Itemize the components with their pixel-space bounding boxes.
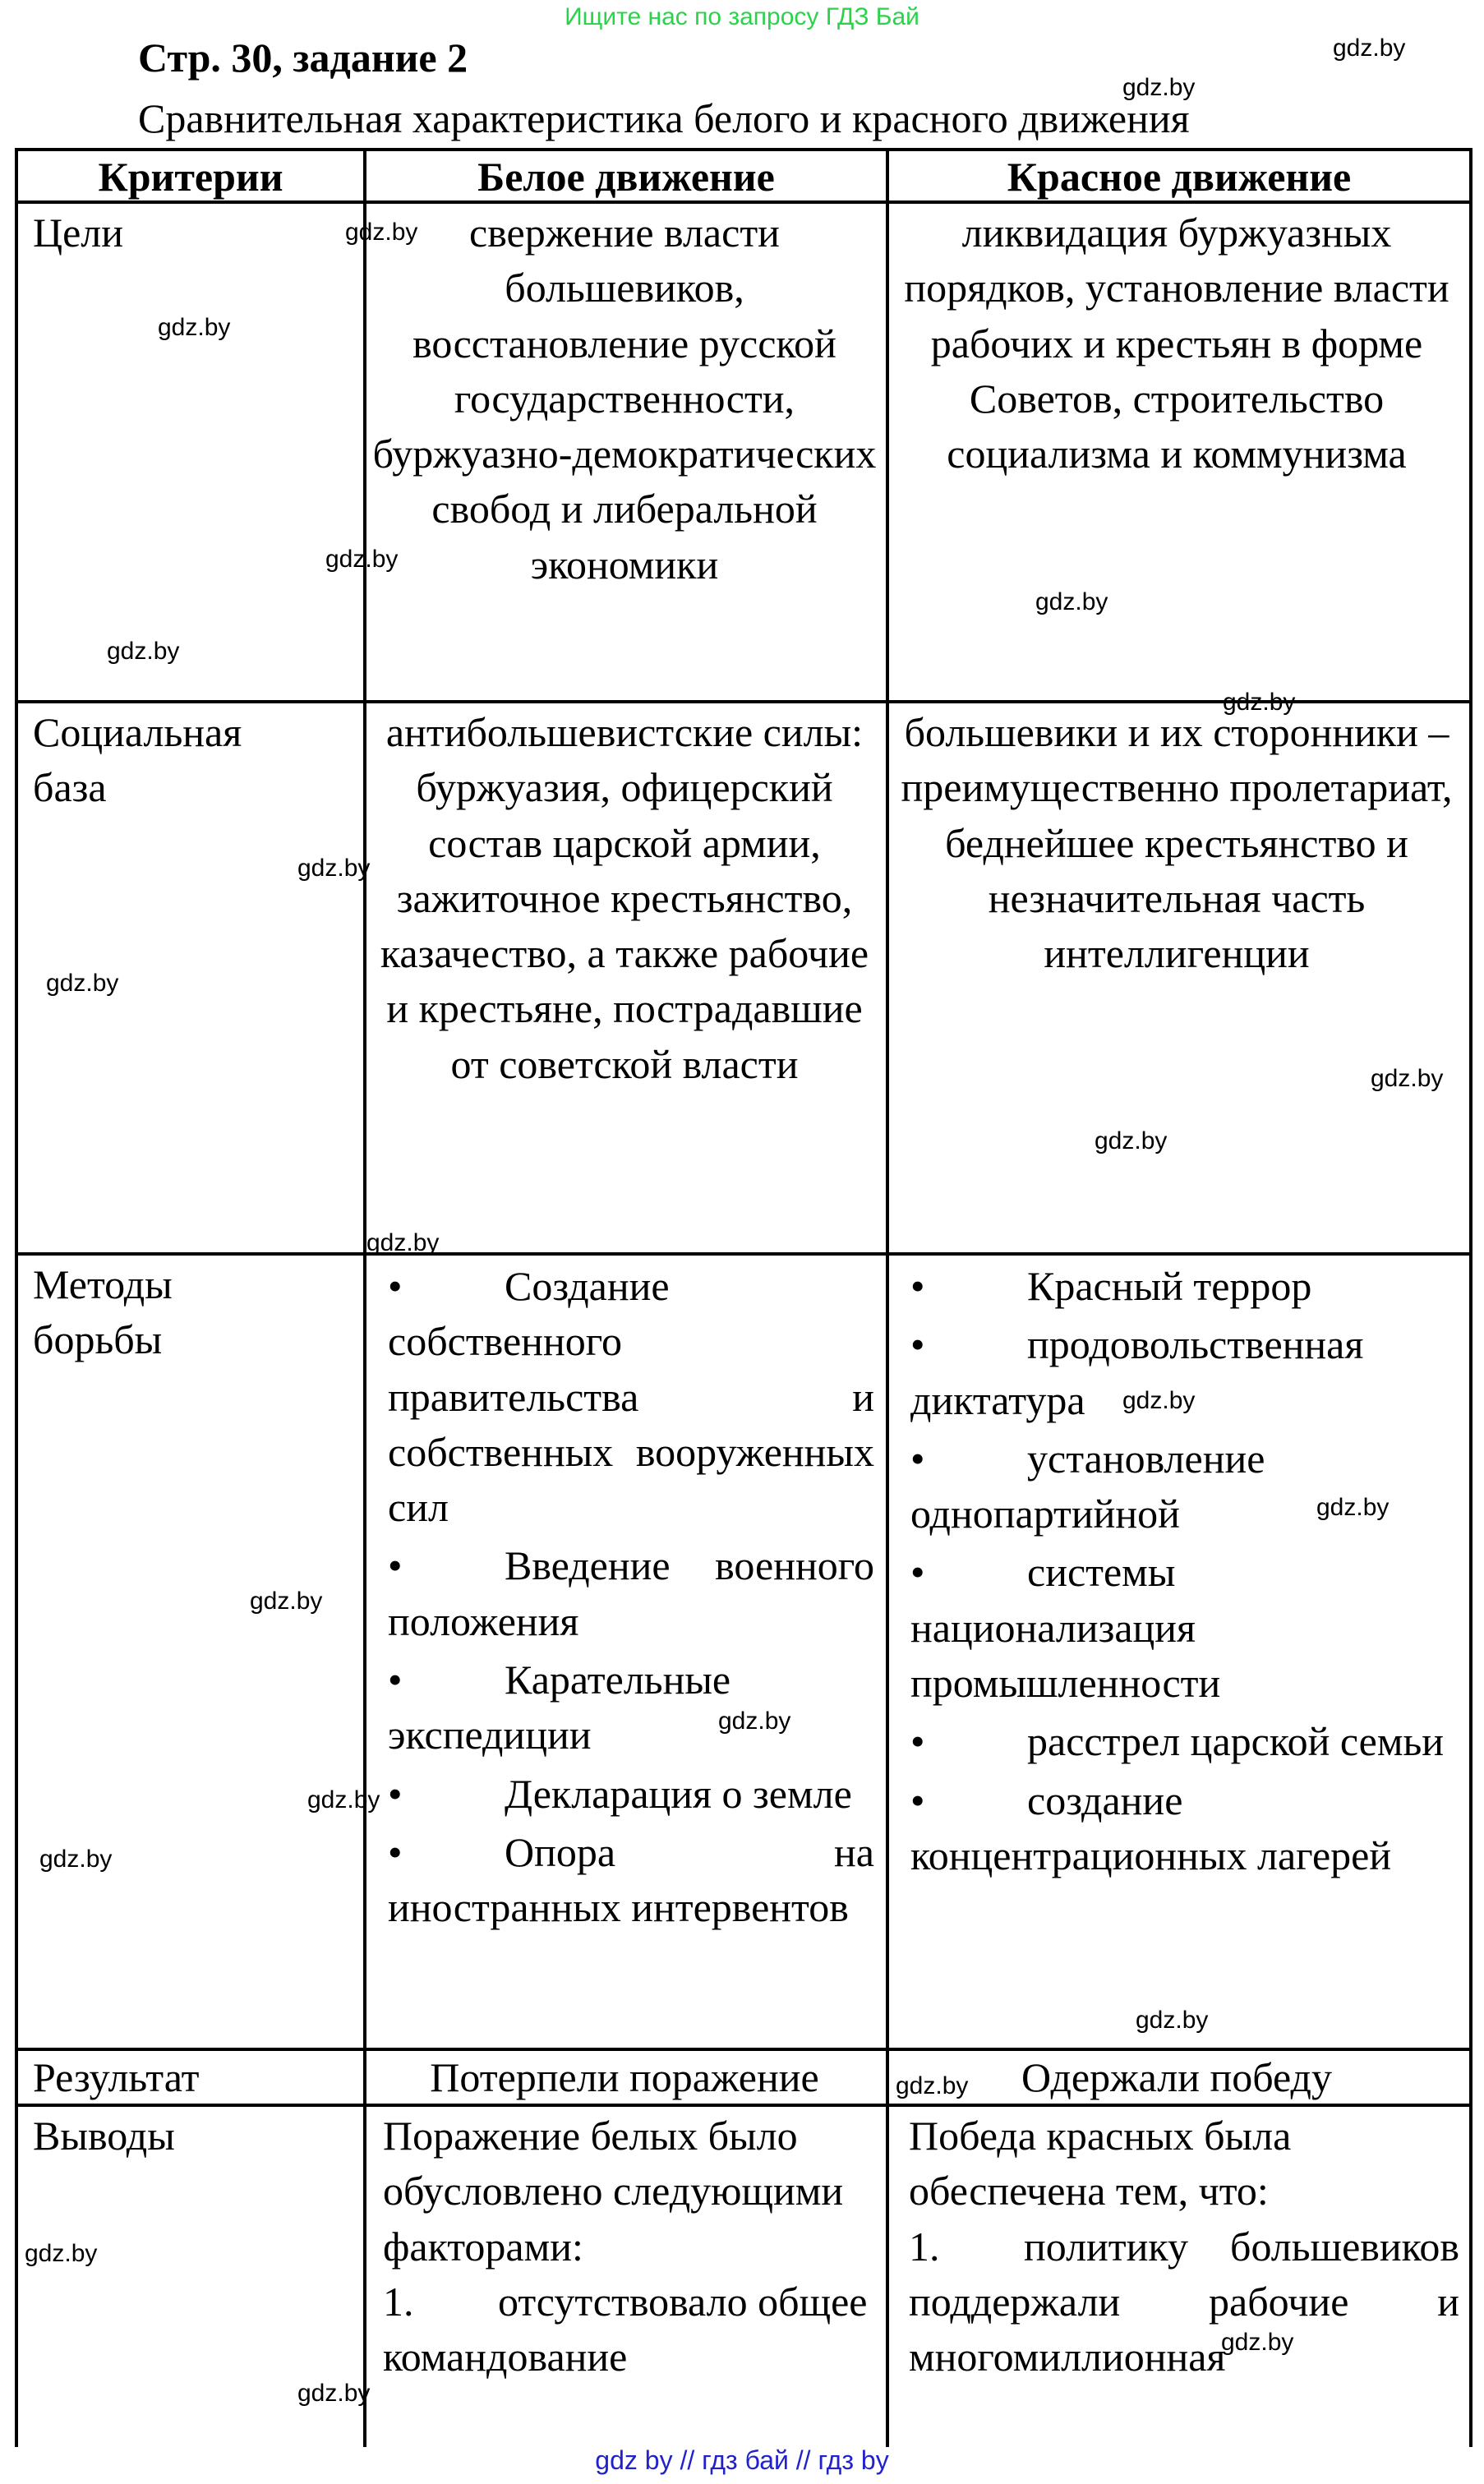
list-item: • Введение военного положения [388,1538,874,1649]
page-subtitle: Сравнительная характеристика белого и красного движения [138,95,1190,141]
watermark: gdz.by [297,2380,371,2407]
watermark: gdz.by [1371,1065,1444,1092]
header-red: Красное движение [1007,154,1352,200]
bullet-icon: • [910,1777,925,1823]
watermark: gdz.by [1333,35,1406,62]
list-item: • расстрел царской семьи [910,1714,1456,1769]
row-social-criterion: Социальная база [33,709,242,811]
watermark: gdz.by [46,970,119,997]
list-item: • Красный террор [910,1259,1456,1314]
white-methods-list [388,1259,874,1936]
list-item: • Карательные экспедиции [388,1652,874,1763]
watermark: gdz.by [307,1786,380,1813]
watermark: gdz.by [250,1588,323,1615]
watermark: gdz.by [1122,1387,1196,1414]
watermark: gdz.by [1221,2329,1294,2356]
bullet-icon: • [910,1321,925,1368]
list-item: • создание концентрационных лагерей [910,1773,1456,1884]
list-item: • Декларация о земле [388,1767,874,1822]
watermark: gdz.by [1095,1127,1168,1154]
watermark: gdz.by [718,1707,791,1735]
bullet-icon: • [910,1718,925,1765]
bullet-icon: • [388,1263,403,1309]
watermark: gdz.by [1136,2007,1209,2034]
row-conclusions-white: Поражение белых было обусловлено следующими факторами: 1. отсутствовало общее командование [383,2113,868,2380]
watermark: gdz.by [1223,689,1296,716]
list-item: • установление однопартийной [910,1431,1456,1542]
watermark: gdz.by [1035,588,1108,615]
row-conclusions-criterion: Выводы [33,2113,175,2159]
watermark: gdz.by [297,855,371,882]
row-result-criterion: Результат [33,2054,200,2100]
watermark: gdz.by [39,1846,113,1873]
row-social-red: большевики и их сторонники – преимущественно пролетариат, беднейшее крестьянство и незначительная часть интеллигенции [901,709,1453,977]
list-item: • Опора на иностранных интервентов [388,1825,874,1936]
row-result-red: Одержали победу [1021,2054,1332,2100]
watermark: gdz.by [25,2240,98,2267]
watermark: gdz.by [325,546,399,573]
bullet-icon: • [388,1828,403,1875]
bullet-icon: • [388,1770,403,1817]
row-methods-criterion: Методы борьбы [33,1261,173,1363]
watermark: gdz.by [1122,74,1196,101]
bullet-icon: • [910,1263,925,1309]
table-border [15,148,18,2447]
watermark: gdz.by [107,638,180,665]
watermark: gdz.by [896,2072,969,2099]
watermark: gdz.by [1316,1494,1390,1521]
row-goals-criterion: Цели [33,210,124,256]
bullet-icon: • [388,1542,403,1589]
red-methods-list [910,1259,1456,1883]
bullet-icon: • [910,1435,925,1482]
row-social-white: антибольшевистские силы: буржуазия, офицерский состав царской армии, зажиточное крестьянство, казачество, а также рабочие и крестьяне, пострадавшие от советской власти [380,709,869,1087]
list-item: • системы национализация промышленности [910,1545,1456,1711]
row-result-white: Потерпели поражение [430,2054,819,2100]
top-watermark: Ищите нас по запросу ГДЗ Бай [565,3,919,30]
row-goals-white: свержение власти большевиков, восстановление русской государственности, буржуазно-демократических свобод и либеральной экономики [372,210,877,588]
row-goals-red: ликвидация буржуазных порядков, установление власти рабочих и крестьян в форме Советов, строительство социализма и коммунизма [904,210,1449,477]
list-item: • продовольственная диктатура [910,1317,1456,1428]
bullet-icon: • [388,1657,403,1703]
header-white: Белое движение [477,154,775,200]
list-item: • Создание собственного правительства и собственных вооруженных сил [388,1259,874,1535]
table-border [363,148,366,2447]
watermark: gdz.by [366,1229,440,1256]
bullet-icon: • [910,1549,925,1596]
row-conclusions-red: Победа красных была обеспечена тем, что: 1. политику большевиков поддержали рабочие и многомиллионная [909,2113,1459,2380]
header-criteria: Критерии [98,154,283,200]
watermark: gdz.by [345,219,418,246]
watermark: gdz.by [158,314,231,341]
table-border [886,148,889,2447]
footer-watermark: gdz by // гдз бай // гдз by [595,2445,889,2475]
table-border [1469,148,1472,2447]
page-title: Стр. 30, задание 2 [138,35,468,81]
table-border [15,1252,1472,1256]
